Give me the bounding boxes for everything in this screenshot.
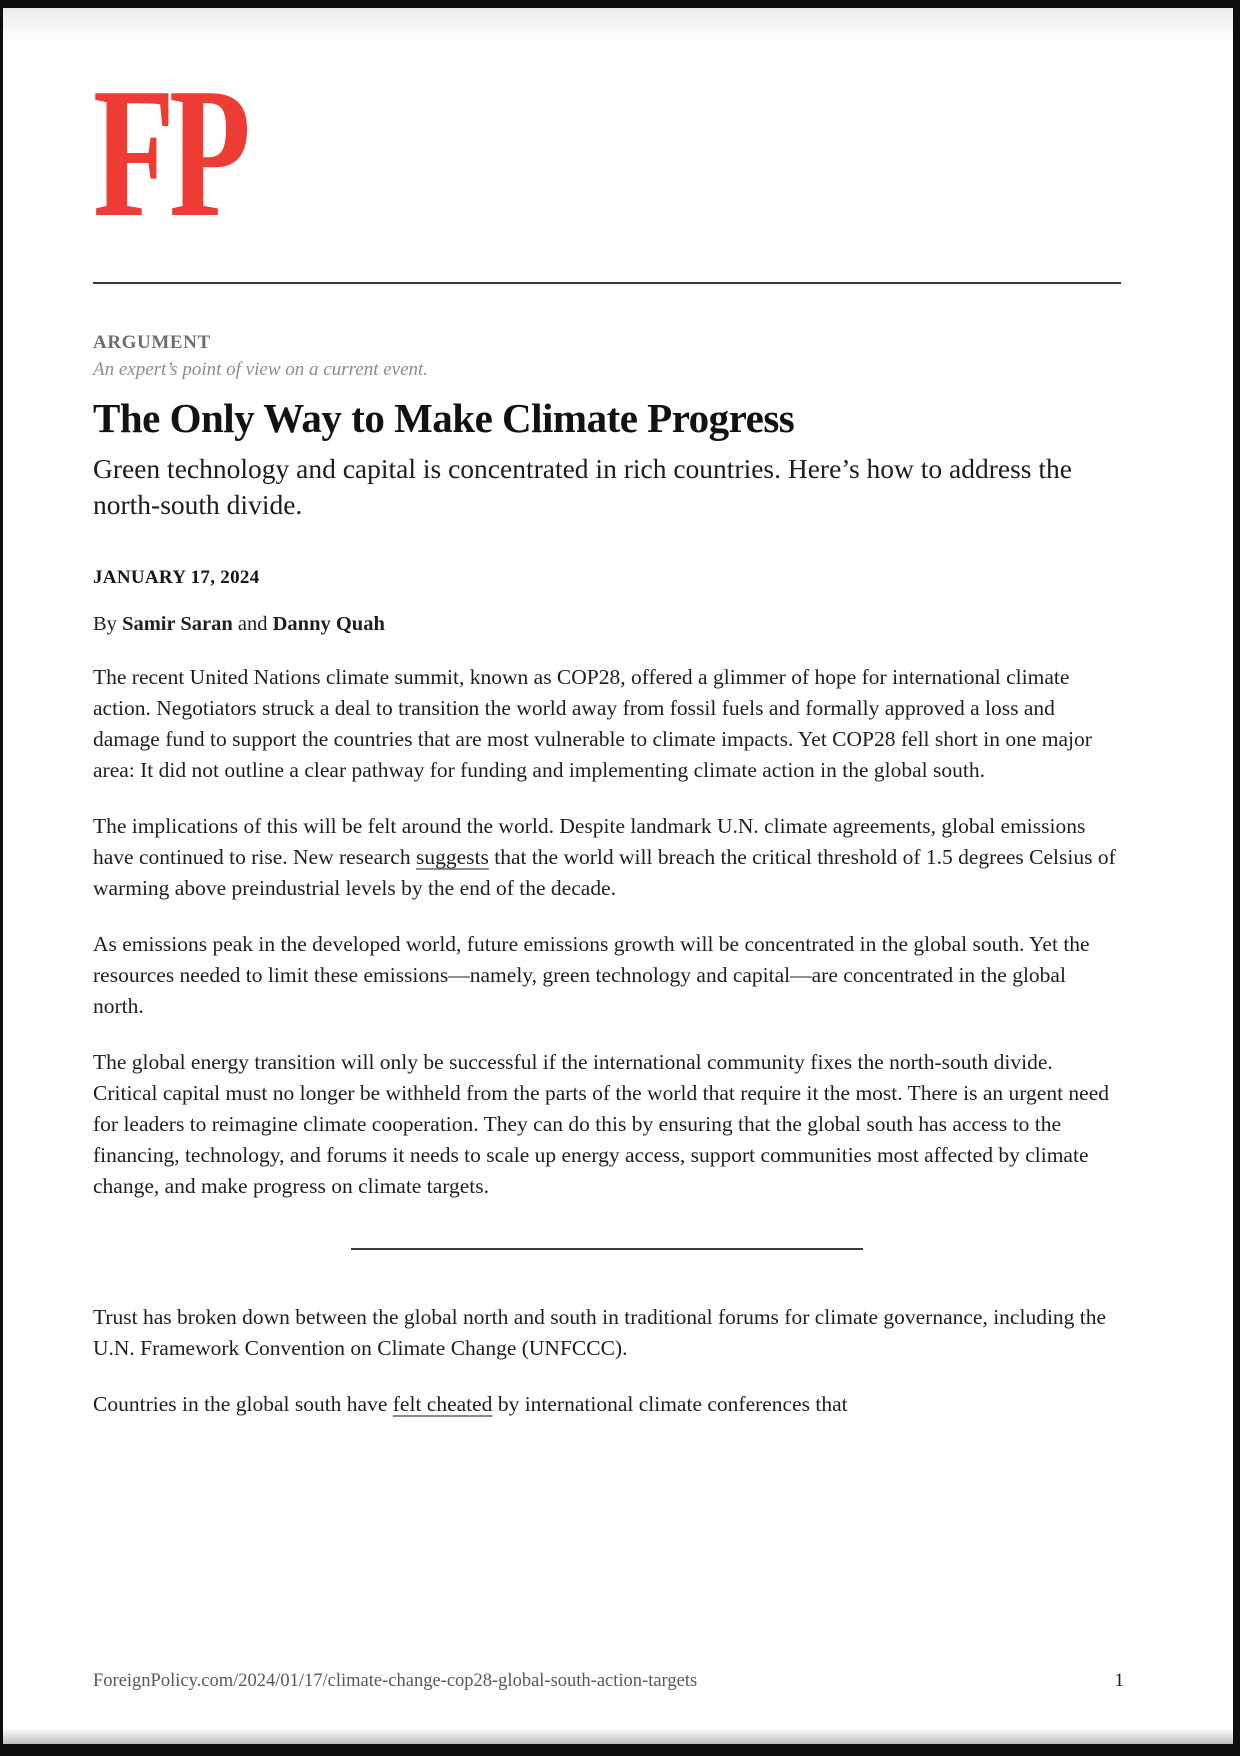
- article-paragraph: [93, 662, 1121, 786]
- section-divider: [351, 1248, 863, 1250]
- text-run: The global energy transition will only be successful if the international community fixes the north-south divide. Critical capital must no longer be withheld from the parts of the world that require it the most. There is an urgent need for leaders to reimagine climate cooperation. They can do this by ensuring that the global south has access to the financing, technology, and forums it needs to scale up energy access, support communities most affected by climate change, and make progress on climate targets.: [93, 1050, 1110, 1199]
- text-run: Trust has broken down between the global north and south in traditional forums for climate governance, including the U.N. Framework Convention on Climate Change (UNFCCC).: [93, 1305, 1107, 1361]
- byline-author: Samir Saran: [122, 613, 233, 636]
- inline-link[interactable]: felt cheated: [392, 1392, 493, 1417]
- text-run: that the world will breach the critical threshold of 1.5 degrees Celsius of warming above preindustrial levels by the end of the decade.: [93, 845, 1116, 901]
- text-run: By: [93, 613, 123, 636]
- fp-logo-text: FP: [93, 50, 246, 256]
- article-body: [93, 662, 1121, 1420]
- footer-url: ForeignPolicy.com/2024/01/17/climate-change-cop28-global-south-action-targets: [93, 1671, 698, 1691]
- inline-link[interactable]: suggests: [415, 845, 489, 870]
- page-footer: [93, 1670, 1124, 1692]
- page-number: 1: [1114, 1670, 1124, 1691]
- text-run: by international climate conferences that: [492, 1392, 848, 1417]
- article-dek: Green technology and capital is concentrated in rich countries. Here’s how to address the north-south divide.: [93, 453, 1072, 521]
- article-date: JANUARY 17, 2024: [93, 567, 260, 589]
- article-content: [93, 8, 1121, 1445]
- article-paragraph: [93, 929, 1121, 1022]
- article-paragraph: [93, 1389, 1121, 1420]
- text-run: As emissions peak in the developed world, future emissions growth will be concentrated in the global south. Yet the resources needed to limit these emissions—namely, green technology and capital—are concentrated in the global north.: [93, 932, 1090, 1019]
- text-run: Countries in the global south have: [93, 1392, 393, 1417]
- article-headline: The Only Way to Make Climate Progress: [93, 395, 795, 441]
- page-bottom-shadow: [3, 1728, 1233, 1744]
- byline-author: Danny Quah: [272, 613, 385, 636]
- article-page: [3, 8, 1233, 1744]
- kicker-label: ARGUMENT: [93, 332, 211, 353]
- text-run: The recent United Nations climate summit, known as COP28, offered a glimmer of hope for international climate action. Negotiators struck a deal to transition the world away from fossil fuels and formally approved a loss and damage fund to support the countries that are most vulnerable to climate impacts. Yet COP28 fell short in one major area: It did not outline a clear pathway for funding and implementing climate action in the global south.: [93, 665, 1092, 783]
- text-run: The implications of this will be felt around the world. Despite landmark U.N. climate agreements, global emissions have continued to rise. New research: [93, 814, 1086, 870]
- kicker-tagline: An expert’s point of view on a current event.: [93, 359, 429, 380]
- article-byline: [93, 613, 1121, 636]
- fp-logo: [93, 50, 1121, 256]
- header-rule: [93, 282, 1121, 284]
- article-paragraph: [93, 1047, 1121, 1202]
- article-paragraph: [93, 1302, 1121, 1364]
- text-run: and: [232, 613, 273, 636]
- article-paragraph: [93, 811, 1121, 904]
